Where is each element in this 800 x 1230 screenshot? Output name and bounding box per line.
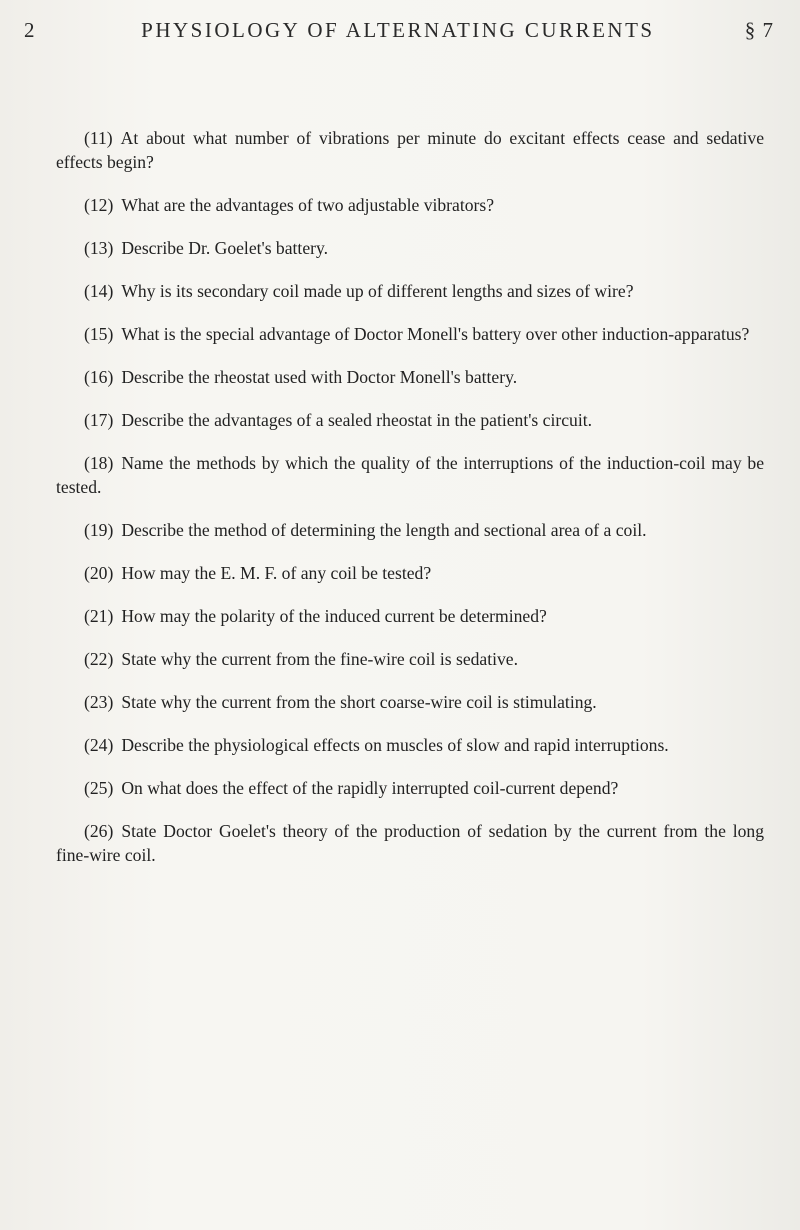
question-text: What are the advantages of two adjustable vibrators?: [121, 195, 495, 215]
question-text: At about what number of vibrations per minute do excitant effects cease and sedative effects begin?: [56, 128, 764, 172]
question-item: [56, 279, 764, 303]
question-item: [56, 365, 764, 389]
question-number: (21): [84, 606, 114, 626]
question-text: Describe the method of determining the length and sectional area of a coil.: [121, 520, 647, 540]
question-number: (24): [84, 735, 114, 755]
question-number: (14): [84, 281, 114, 301]
question-text: State Doctor Goelet's theory of the production of sedation by the current from the long fine-wire coil.: [56, 821, 764, 865]
question-text: Describe Dr. Goelet's battery.: [121, 238, 329, 258]
section-mark: § 7: [744, 17, 774, 42]
question-text: Describe the physiological effects on muscles of slow and rapid interruptions.: [121, 735, 669, 755]
question-number: (26): [84, 821, 114, 841]
question-number: (18): [84, 453, 114, 473]
question-text: Describe the advantages of a sealed rheostat in the patient's circuit.: [121, 410, 592, 430]
page-number: 2: [24, 17, 37, 42]
question-number: (19): [84, 520, 114, 540]
question-number: (15): [84, 324, 114, 344]
question-item: [56, 733, 764, 757]
question-number: (25): [84, 778, 114, 798]
question-item: [56, 647, 764, 671]
question-number: (17): [84, 410, 114, 430]
question-number: (20): [84, 563, 114, 583]
question-item: [56, 561, 764, 585]
question-item: [56, 236, 764, 260]
question-text: Why is its secondary coil made up of different lengths and sizes of wire?: [121, 281, 634, 301]
running-title: PHYSIOLOGY OF ALTERNATING CURRENTS: [141, 17, 655, 42]
question-number: (13): [84, 238, 114, 258]
question-text: Describe the rheostat used with Doctor Monell's battery.: [121, 367, 518, 387]
question-text: On what does the effect of the rapidly interrupted coil-current depend?: [121, 778, 619, 798]
question-item: [56, 776, 764, 800]
question-text: Name the methods by which the quality of the interruptions of the induction-coil may be tested.: [56, 453, 764, 497]
question-number: (23): [84, 692, 114, 712]
question-item: [56, 193, 764, 217]
question-list: [56, 126, 764, 886]
running-header: [24, 14, 774, 46]
question-number: (16): [84, 367, 114, 387]
question-text: State why the current from the short coarse-wire coil is stimulating.: [121, 692, 597, 712]
question-item: [56, 819, 764, 867]
question-text: State why the current from the fine-wire coil is sedative.: [121, 649, 519, 669]
question-item: [56, 690, 764, 714]
question-text: How may the polarity of the induced current be determined?: [121, 606, 547, 626]
question-number: (22): [84, 649, 114, 669]
question-item: [56, 604, 764, 628]
question-text: What is the special advantage of Doctor Monell's battery over other induction-apparatus?: [121, 324, 750, 344]
question-number: (12): [84, 195, 114, 215]
question-number: (11): [84, 128, 113, 148]
question-item: [56, 126, 764, 174]
question-item: [56, 451, 764, 499]
question-text: How may the E. M. F. of any coil be tested?: [121, 563, 432, 583]
question-item: [56, 408, 764, 432]
question-item: [56, 322, 764, 346]
question-item: [56, 518, 764, 542]
